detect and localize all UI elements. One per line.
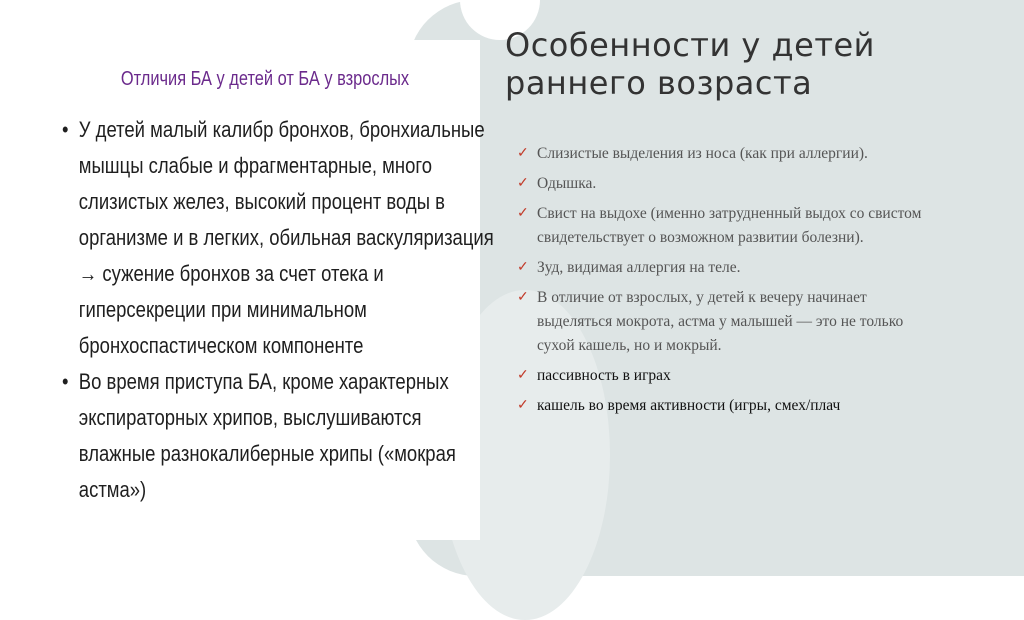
right-item-text: пассивность в играх — [537, 367, 671, 384]
right-check-list — [517, 142, 927, 424]
left-item-text: У детей малый калибр бронхов, бронхиальные мышцы слабые и фрагментарные, много слизистых желез, высокий процент воды в организме и в легких, обильная васкуляризация → сужение бронхов за счет отека и гиперсекреции при минимальном бронхоспастическом компоненте — [78, 117, 494, 358]
left-image-card — [50, 40, 494, 540]
right-item-text: В отличие от взрослых, у детей к вечеру начинает выделяться мокрота, астма у малышей — это не только сухой кашель, но и мокрый. — [537, 289, 904, 354]
checkmark-icon: ✓ — [517, 146, 529, 161]
bullet-icon: • — [62, 117, 69, 142]
right-list-item — [517, 256, 927, 280]
checkmark-icon: ✓ — [517, 290, 529, 305]
right-list-item — [517, 142, 927, 166]
right-list-item — [517, 202, 927, 250]
checkmark-icon: ✓ — [517, 260, 529, 275]
right-item-text: Зуд, видимая аллергия на теле. — [537, 259, 741, 276]
right-list-item — [517, 364, 927, 388]
left-bullet-list — [62, 112, 532, 508]
bullet-icon: • — [62, 369, 69, 394]
right-item-text: кашель во время активности (игры, смех/плач — [537, 397, 841, 414]
left-title: Отличия БА у детей от БА у взрослых — [120, 68, 410, 90]
left-item-text: Во время приступа БА, кроме характерных экспираторных хрипов, выслушиваются влажные разнокалиберные хрипы («мокрая астма») — [78, 369, 456, 502]
checkmark-icon: ✓ — [517, 176, 529, 191]
slide-title: Особенности у детей раннего возраста — [505, 26, 875, 102]
checkmark-icon: ✓ — [517, 398, 529, 413]
left-list-item — [62, 112, 499, 364]
right-list-item — [517, 172, 927, 196]
right-list-item — [517, 394, 927, 418]
right-list-item — [517, 286, 927, 358]
left-list-item — [62, 364, 499, 508]
right-item-text: Слизистые выделения из носа (как при аллергии). — [537, 145, 868, 162]
checkmark-icon: ✓ — [517, 368, 529, 383]
right-item-text: Свист на выдохе (именно затрудненный выдох со свистом свидетельствует о возможном развитии болезни). — [537, 205, 922, 246]
right-item-text: Одышка. — [537, 175, 597, 192]
checkmark-icon: ✓ — [517, 206, 529, 221]
